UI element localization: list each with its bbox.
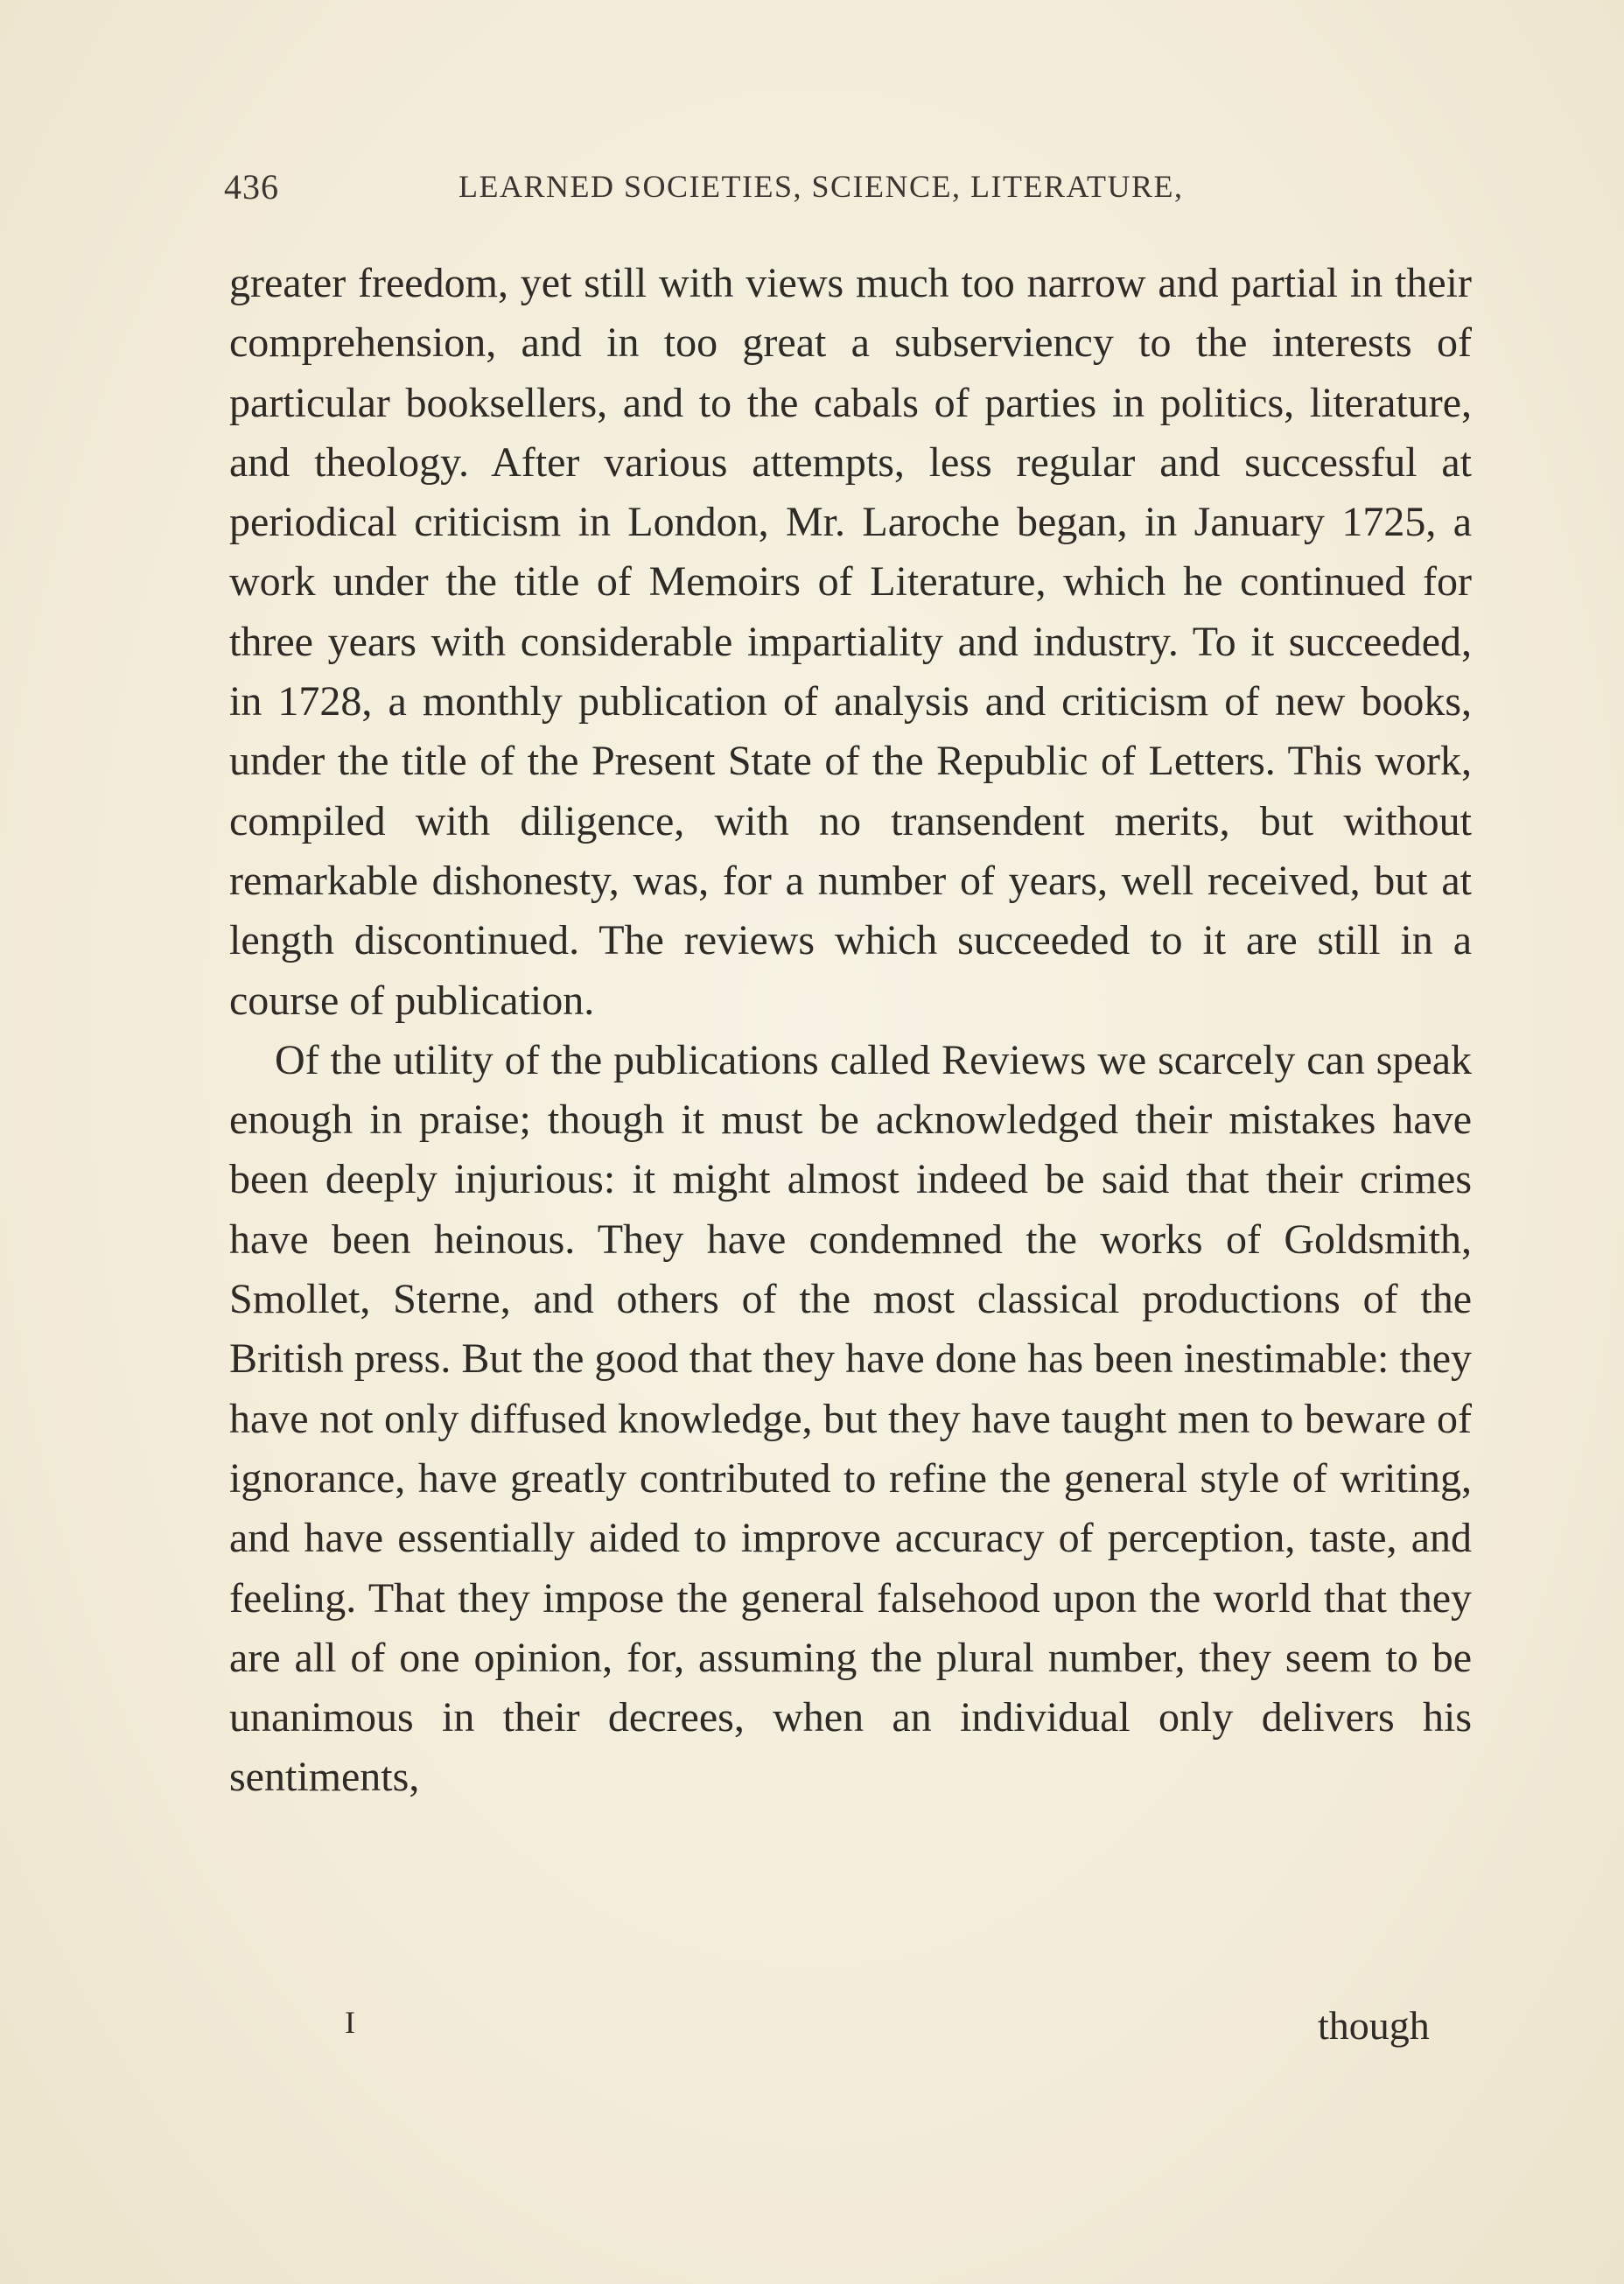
running-head: LEARNED SOCIETIES, SCIENCE, LITERATURE, (458, 169, 1184, 204)
paragraph-1: greater freedom, yet still with views much too narrow and partial in their comprehension, and in too great a subserviency to the interests of particular booksellers, and to the cabals of parties in politics, literature, and theology. After various attempts, less regular and successful at periodical criticism in London, Mr. Laroche began, in January 1725, a work under the title of Memoirs of Literature, which he continued for three years with considerable impartiality and industry. To it succeeded, in 1728, a monthly publication of analysis and criticism of new books, under the title of the Present State of the Republic of Letters. This work, compiled with diligence, with no transendent merits, but without remarkable dishonesty, was, for a number of years, well received, but at length discontinued. The reviews which succeeded to it are still in a course of publication. (229, 260, 1472, 1024)
page-header (0, 166, 1624, 228)
page-footer (0, 2002, 1624, 2063)
paragraph-2: Of the utility of the publications called Reviews we scarcely can speak enough in praise; though it must be acknowledged their mistakes have been deeply injurious: it might almost indeed be said that their crimes have been heinous. They have condemned the works of Goldsmith, Smollet, Sterne, and others of the most classical productions of the British press. But the good that they have done has been inestimable: they have not only diffused knowledge, but they have taught men to beware of ignorance, have greatly contributed to refine the general style of writing, and have essentially aided to improve accuracy of perception, taste, and feeling. That they impose the general falsehood upon the world that they are all of one opinion, for, assuming the plural number, they seem to be unanimous in their decrees, when an individual only delivers his sentiments, (229, 1036, 1472, 1801)
signature-mark: I (345, 2005, 355, 2040)
body-text (229, 254, 1472, 1808)
page-number: 436 (224, 167, 279, 207)
catchword: though (1318, 2003, 1430, 2048)
